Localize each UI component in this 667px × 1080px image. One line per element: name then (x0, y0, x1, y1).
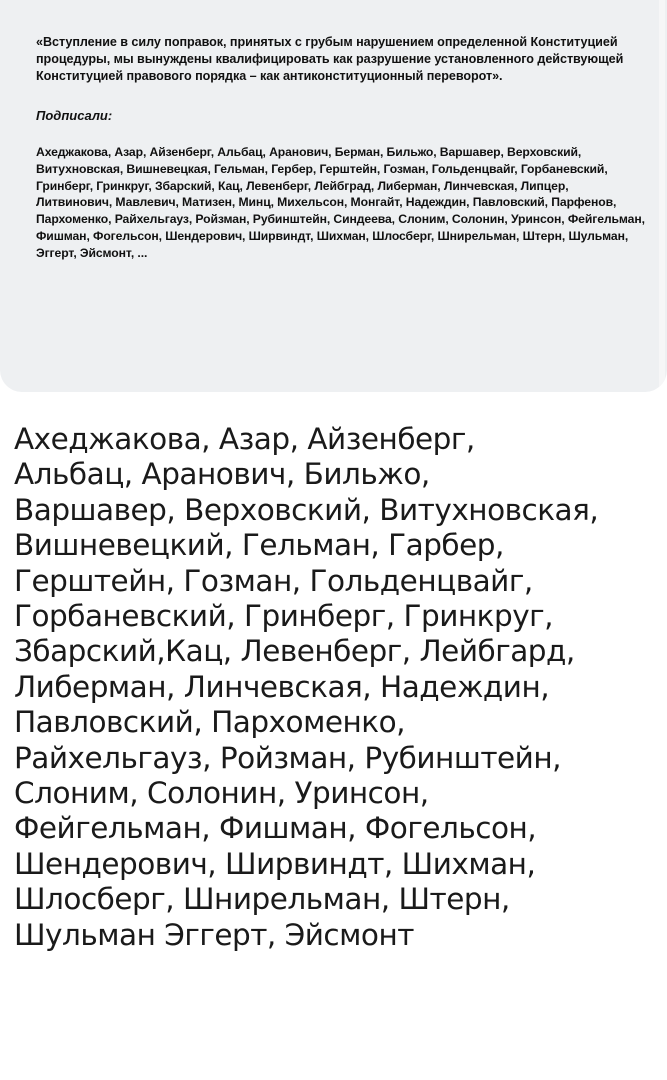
names-line: Альбац, Аранович, Бильжо, (14, 457, 430, 492)
names-line: Шульман Эггерт, Эйсмонт (14, 917, 414, 952)
names-line: Райхельгауз, Ройзман, Рубинштейн, (14, 740, 561, 775)
card-right-edge (659, 0, 665, 392)
names-line: Шендерович, Ширвиндт, Шихман, (14, 846, 536, 881)
names-line: Павловский, Пархоменко, (14, 705, 405, 740)
statement-quote: «Вступление в силу поправок, принятых с грубым нарушением определенной Конституцией процедуры, мы вынуждены квалифицировать как разрушение установленного действующей Конституцией правового порядка – как антиконституционный переворот». (36, 35, 624, 83)
large-names-list (14, 422, 659, 953)
names-line: Збарский,Кац, Левенберг, Лейбгард, (14, 634, 575, 669)
names-line: Слоним, Солонин, Уринсон, (14, 776, 429, 811)
names-line: Варшавер, Верховский, Витухновская, (14, 492, 599, 527)
names-line: Герштейн, Гозман, Гольденцвайг, (14, 563, 533, 598)
quoted-statement-card (0, 0, 667, 392)
names-line: Шлосберг, Шнирельман, Штерн, (14, 882, 510, 917)
names-line: Ахеджакова, Азар, Айзенберг, (14, 422, 475, 456)
names-line: Горбаневский, Гринберг, Гринкруг, (14, 599, 554, 634)
signatories-list: Ахеджакова, Азар, Айзенберг, Альбац, Аранович, Берман, Бильжо, Варшавер, Верховский, Витухновская, Вишневецкая, Гельман, Гербер, Герштейн, Гозман, Гольденцвайг, Горбаневский, Гринберг, Гринкруг, Збарский, Кац, Левенберг, Лейбград, Либерман, Линчевская, Липцер, Литвинович, Мавлевич, Матизен, Минц, Михельсон, Монгайт, Надеждин, Павловский, Парфенов, Пархоменко, Райхельгауз, Ройзман, Рубинштейн, Синдеева, Слоним, Солонин, Уринсон, Фейгельман, Фишман, Фогельсон, Шендерович, Ширвиндт, Шихман, Шлосберг, Шнирельман, Штерн, Шульман, Эггерт, Эйсмонт, ... (36, 145, 645, 260)
signed-by-label: Подписали: (36, 108, 113, 123)
names-line: Фейгельман, Фишман, Фогельсон, (14, 811, 537, 846)
names-line: Либерман, Линчевская, Надеждин, (14, 669, 550, 704)
names-line: Вишневецкий, Гельман, Гарбер, (14, 528, 504, 563)
